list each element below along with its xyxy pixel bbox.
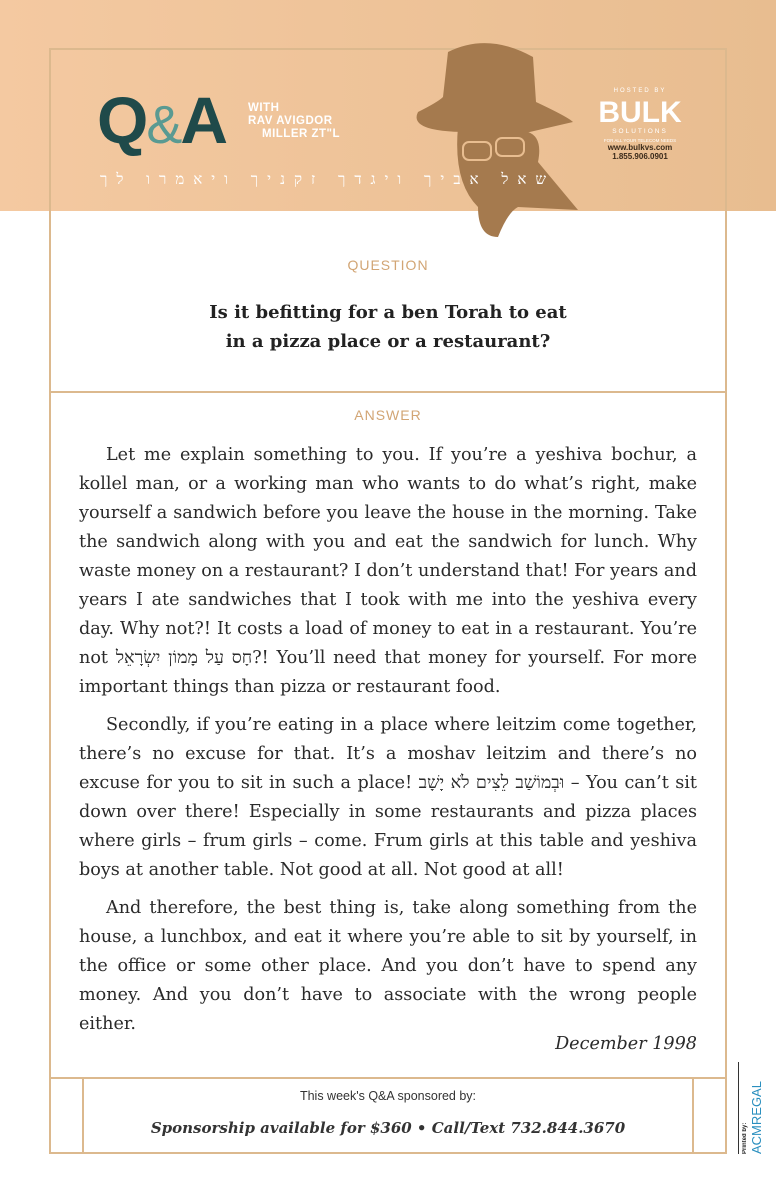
printer-logo-text: [741, 1062, 764, 1154]
answer-label: ANSWER: [354, 407, 422, 423]
answer-body: [79, 441, 697, 1048]
answer-paragraph: Secondly, if you’re eating in a place where leitzim come together, there’s no excuse for that. It’s a moshav leitzim and there’s no excuse for you to sit in such a place! וּבְמוֹשַׁב לֵצִים לֹא יָשָׁב – You can’t sit down over there! Especially in some restaurants and pizza places where girls – frum girls – come. Frum girls at this table and yeshiva boys at another table. Not good at all. Not good at all!: [79, 715, 697, 880]
printer-logo: [738, 1062, 766, 1154]
divider: [49, 391, 727, 393]
rav-title: WITH RAV AVIGDOR MILLER ZT"L: [248, 102, 341, 140]
answer-paragraph: And therefore, the best thing is, take along something from the house, a lunchbox, and eat it where you’re able to sit by yourself, in the office or some other place. And you don’t have to spend any money. And you don’t have to associate with the wrong people either.: [79, 898, 697, 1034]
sponsored-by-label: This week's Q&A sponsored by:: [299, 1089, 477, 1103]
qa-logo: Q&A: [97, 83, 227, 157]
sponsorship-info: Sponsorship available for $360 • Call/Text 732.844.3670: [150, 1119, 626, 1137]
answer-date: December 1998: [555, 1034, 697, 1054]
printer-name: ACMREGAL: [749, 1081, 764, 1154]
printed-by-label: Printed by:: [742, 1122, 748, 1154]
question-text: Is it befitting for a ben Torah to eat in a pizza place or a restaurant?: [209, 302, 567, 352]
bulk-sponsor-logo: HOSTED BY BULK SOLUTIONS FOR ALL YOUR TELECOM NEEDS www.bulkvs.com 1.855.906.0901: [598, 88, 682, 161]
rabbi-portrait: [408, 42, 583, 242]
sponsor-footer: [49, 1077, 727, 1154]
hebrew-verse: שאל אביך ויגדך זקניך ויאמרו לך: [100, 170, 555, 188]
answer-paragraph: Let me explain something to you. If you’re a yeshiva bochur, a kollel man, or a working man who wants to do what’s right, make yourself a sandwich before you leave the house in the morning. Take the sandwich along with you and eat the sandwich for lunch. Why waste money on a restaurant? I don’t understand that! For years and years I ate sandwiches that I took with me into the yeshiva every day. Why not?! It costs a load of money to eat in a restaurant. You’re not חָס עַל מָמוֹן יִשְׂרָאֵל?! You’ll need that money for yourself. For more important things than pizza or restaurant food.: [79, 445, 697, 697]
question-label: QUESTION: [347, 257, 429, 273]
